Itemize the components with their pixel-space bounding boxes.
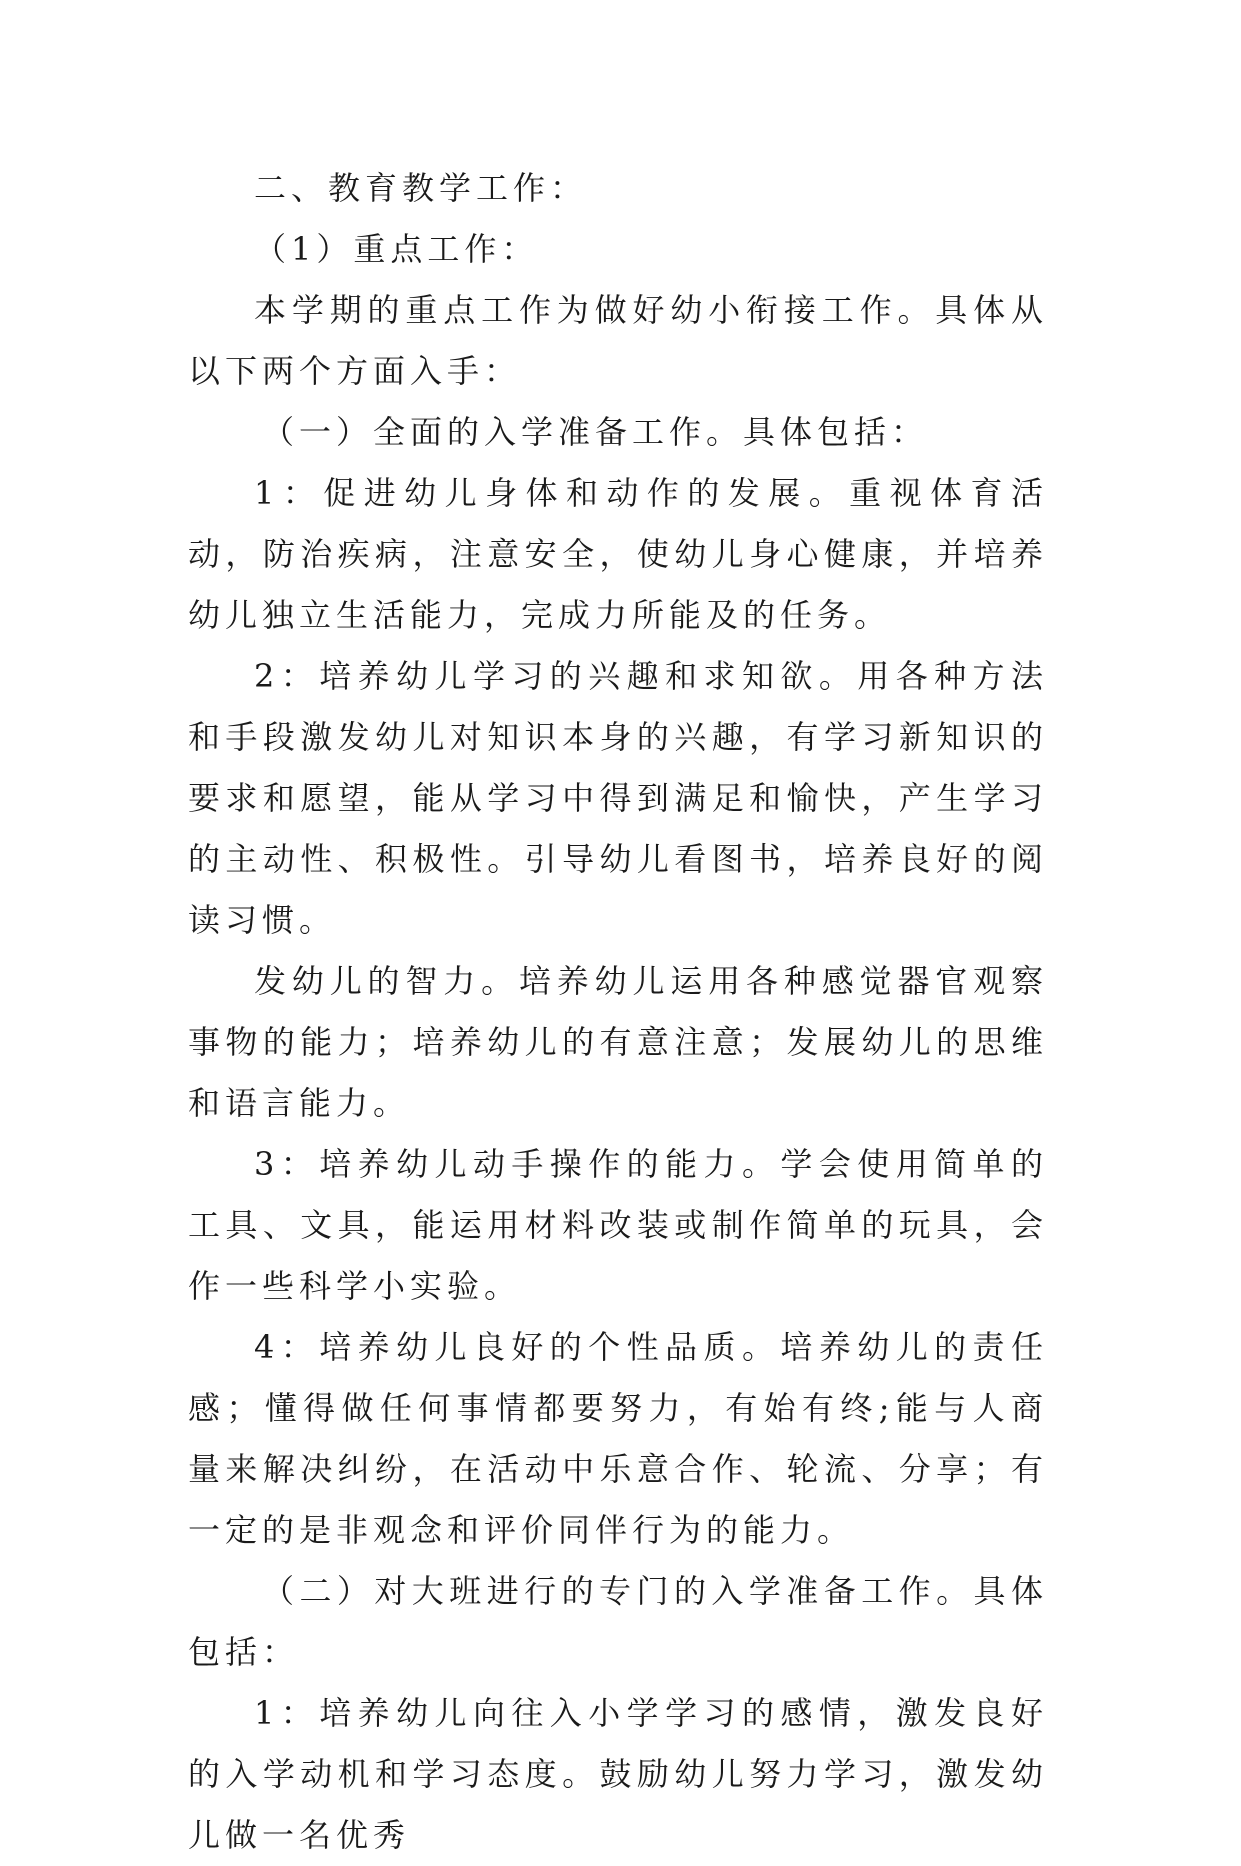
subsection-heading: （1）重点工作：: [254, 230, 539, 268]
list-item: 1：促进幼儿身体和动作的发展。重视体育活动，防治疾病，注意安全，使幼儿身心健康，并培养幼儿独立生活能力，完成力所能及的任务。: [188, 474, 1048, 634]
list-item: 1：培养幼儿向往入小学学习的感情，激发良好的入学动机和学习态度。鼓励幼儿努力学习，激发幼儿做一名优秀: [188, 1694, 1048, 1854]
paragraph: 发幼儿的智力。培养幼儿运用各种感觉器官观察事物的能力；培养幼儿的有意注意；发展幼儿的思维和语言能力。: [188, 962, 1048, 1122]
list-item: 4：培养幼儿良好的个性品质。培养幼儿的责任感；懂得做任何事情都要努力，有始有终;能与人商量来解决纠纷，在活动中乐意合作、轮流、分享；有一定的是非观念和评价同伴行为的能力。: [188, 1328, 1048, 1549]
list-item: 3：培养幼儿动手操作的能力。学会使用简单的工具、文具，能运用材料改装或制作简单的玩具，会作一些科学小实验。: [188, 1145, 1048, 1305]
document-body: [188, 158, 1048, 1866]
section-heading: 二、教育教学工作：: [254, 169, 588, 207]
subsection-heading: （二）对大班进行的专门的入学准备工作。具体包括：: [188, 1572, 1048, 1671]
list-item: 2：培养幼儿学习的兴趣和求知欲。用各种方法和手段激发幼儿对知识本身的兴趣，有学习新知识的要求和愿望，能从学习中得到满足和愉快，产生学习的主动性、积极性。引导幼儿看图书，培养良好的阅读习惯。: [188, 657, 1048, 939]
subsection-heading: （一）全面的入学准备工作。具体包括：: [262, 413, 929, 451]
paragraph: 本学期的重点工作为做好幼小衔接工作。具体从以下两个方面入手：: [188, 291, 1048, 390]
